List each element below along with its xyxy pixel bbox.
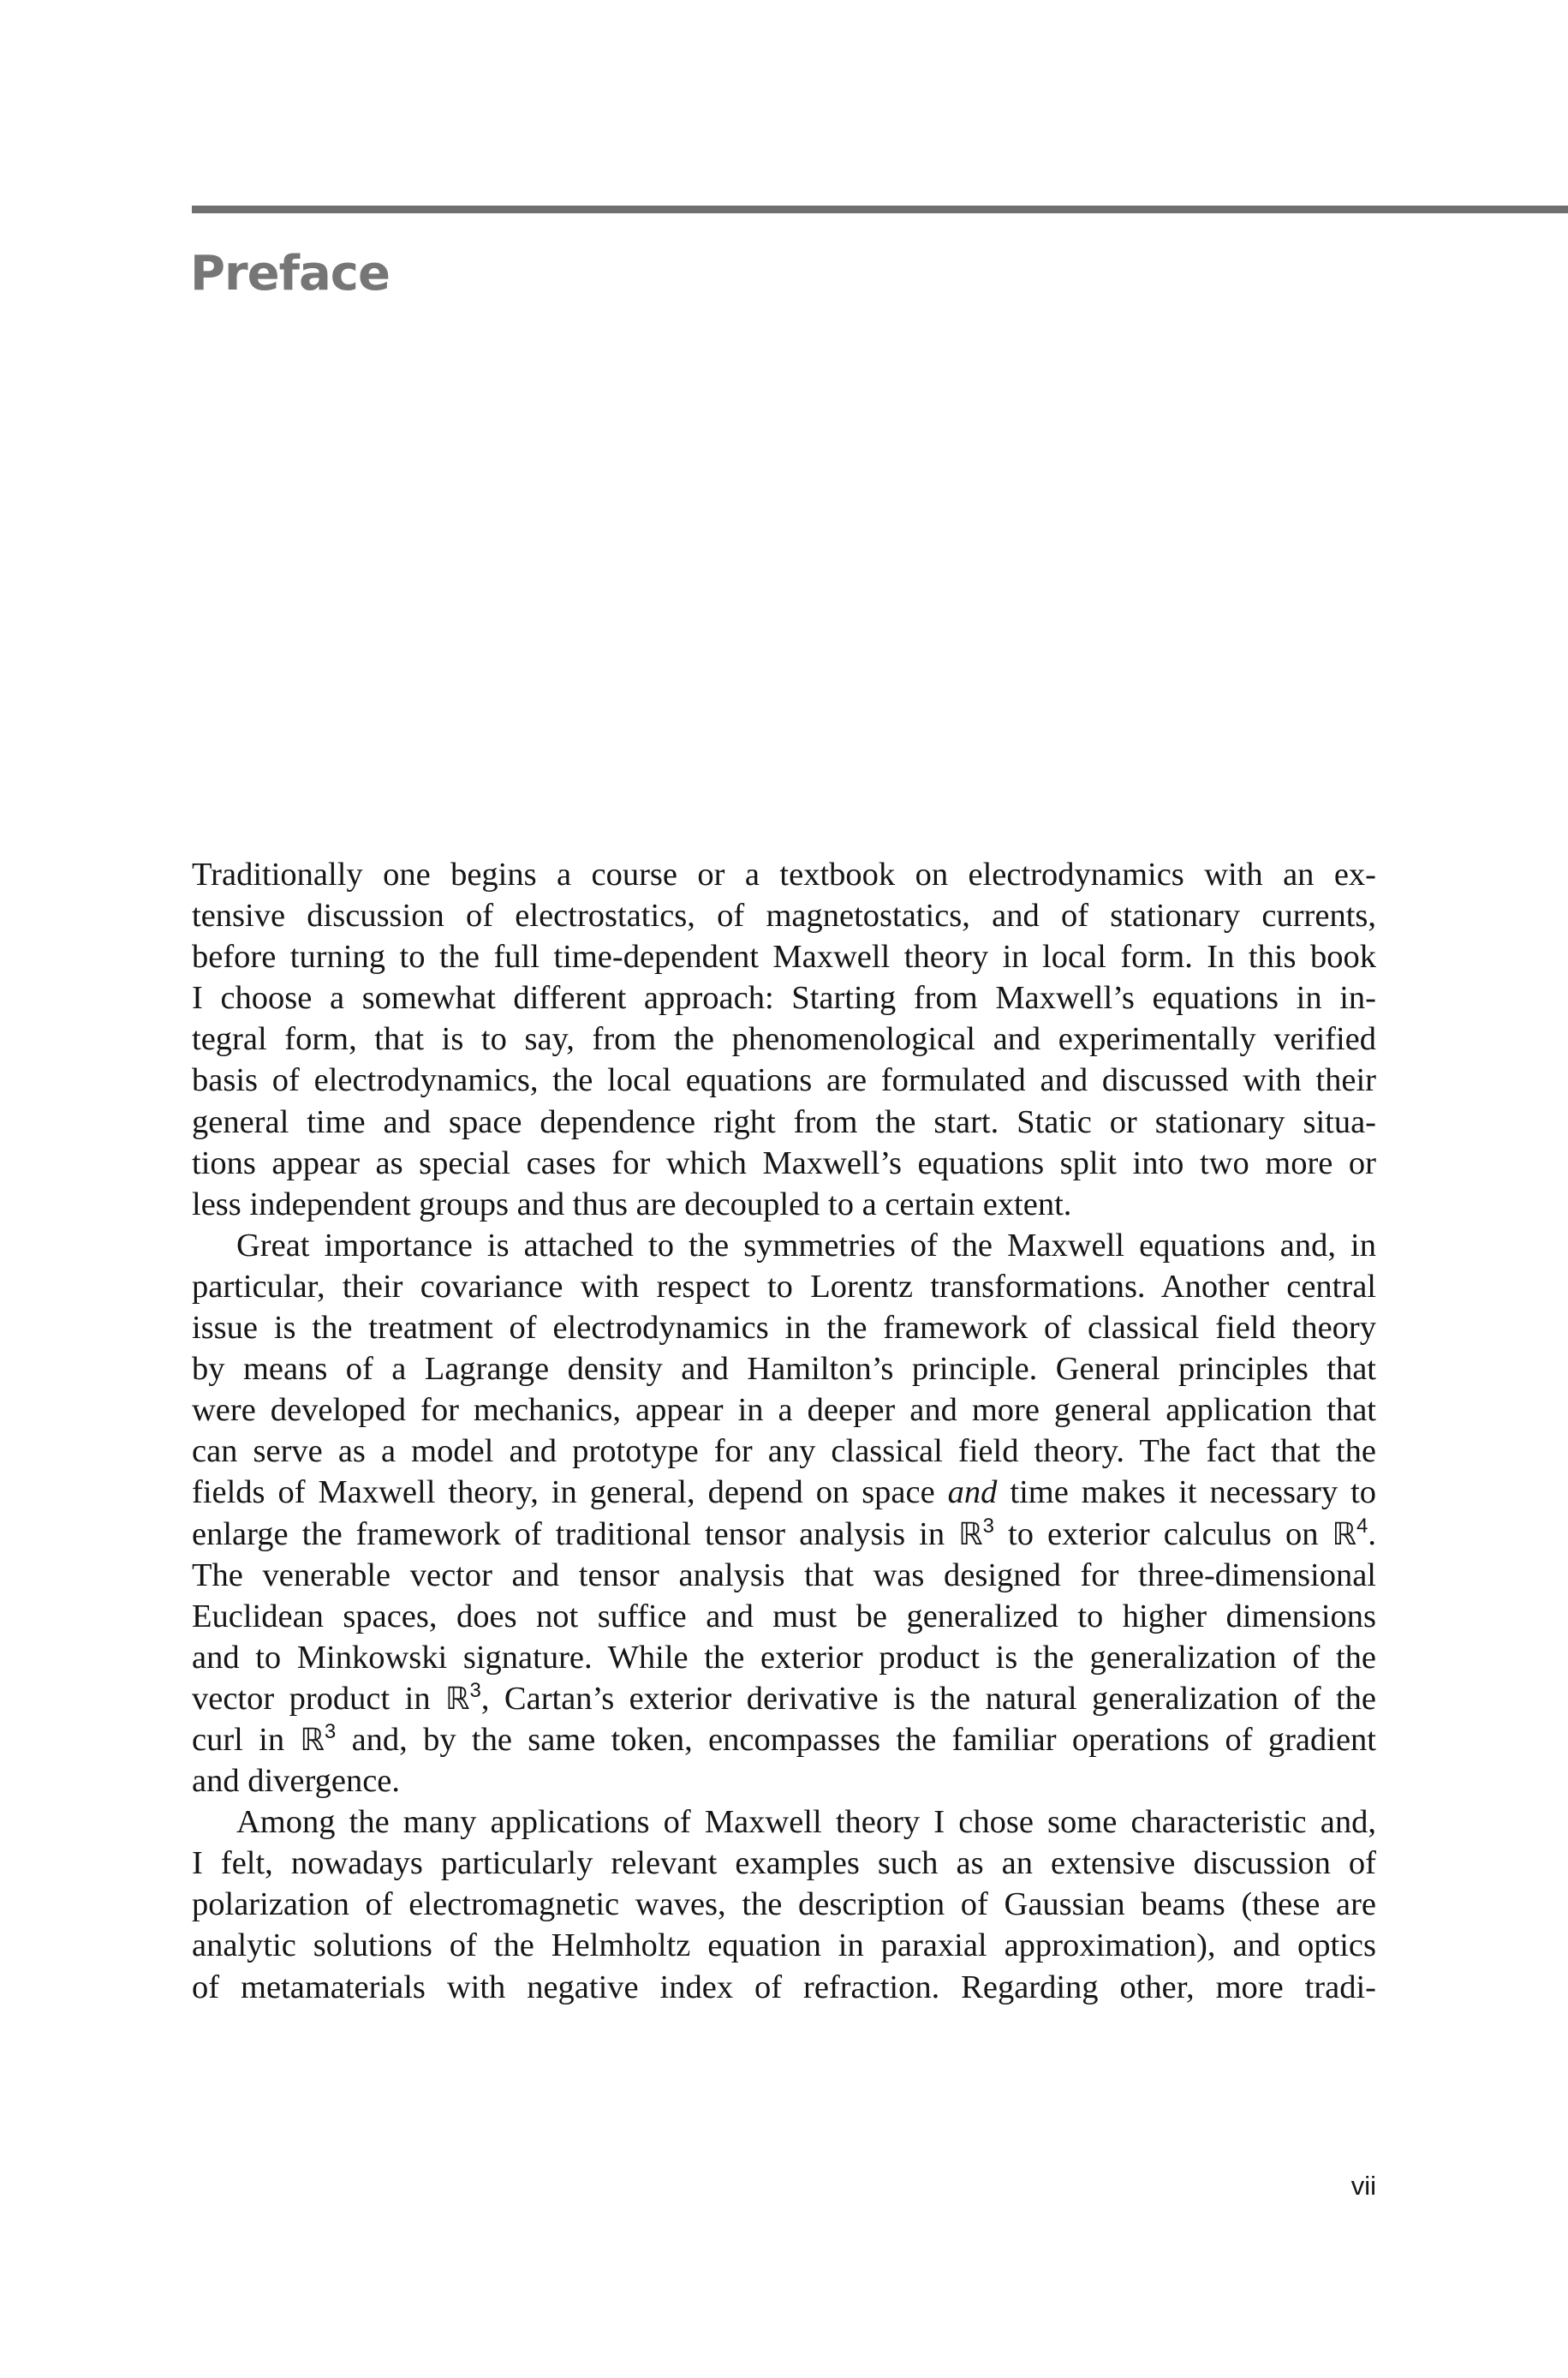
text-line: tions appear as special cases for which Maxwell’s equations split into two more or — [192, 1144, 1376, 1181]
text-segment: and, by the same token, encompasses the familiar operations of gradient — [336, 1721, 1377, 1758]
text-segment: enlarge the framework of traditional tensor analysis in — [192, 1515, 959, 1552]
page-number: vii — [1350, 2171, 1376, 2201]
text-line: general time and space dependence right from the start. Static or stationary situa- — [192, 1103, 1376, 1140]
text-line: and to Minkowski signature. While the exterior product is the generalization of the — [192, 1639, 1376, 1676]
text-line: particular, their covariance with respect to Lorentz transformations. Another central — [192, 1268, 1376, 1305]
text-line-math — [192, 1678, 1376, 1719]
text-line: Great importance is attached to the symmetries of the Maxwell equations and, in — [236, 1227, 1376, 1264]
text-line: polarization of electromagnetic waves, the description of Gaussian beams (these are — [192, 1886, 1376, 1923]
text-line: Traditionally one begins a course or a textbook on electrodynamics with an ex- — [192, 857, 1376, 893]
math-r: ℝ — [958, 1516, 983, 1552]
math-exponent: 3 — [324, 1719, 337, 1743]
text-line: tensive discussion of electrostatics, of magnetostatics, and of stationary currents, — [192, 898, 1376, 935]
body-text — [192, 854, 1376, 2008]
text-segment: curl in — [192, 1721, 301, 1758]
text-segment: . — [1368, 1515, 1376, 1552]
text-segment: fields of Maxwell theory, in general, depend on space — [192, 1474, 948, 1511]
page-title: Preface — [190, 246, 390, 302]
text-line: less independent groups and thus are decoupled to a certain extent. — [192, 1186, 1072, 1222]
text-segment: time makes it necessary to — [997, 1474, 1377, 1511]
math-r: ℝ — [445, 1681, 470, 1717]
math-r: ℝ — [1332, 1516, 1356, 1552]
text-line-emphasis — [192, 1472, 1376, 1513]
math-exponent: 4 — [1356, 1514, 1368, 1538]
text-line: The venerable vector and tensor analysis that was designed for three-dimensional — [192, 1556, 1376, 1593]
math-exponent: 3 — [469, 1678, 481, 1702]
text-line: basis of electrodynamics, the local equations are formulated and discussed with their — [192, 1062, 1376, 1099]
text-line: I felt, nowadays particularly relevant examples such as an extensive discussion of — [192, 1845, 1376, 1882]
emphasis: and — [947, 1474, 998, 1511]
text-line: and divergence. — [192, 1763, 401, 1800]
text-segment: vector product in — [192, 1680, 446, 1717]
text-line: analytic solutions of the Helmholtz equation in paraxial approximation), and optics — [192, 1927, 1376, 1964]
text-segment: to exterior calculus on — [994, 1515, 1333, 1552]
text-line: can serve as a model and prototype for any classical field theory. The fact that the — [192, 1433, 1376, 1470]
text-line: were developed for mechanics, appear in a deeper and more general application that — [192, 1392, 1376, 1429]
math-exponent: 3 — [982, 1514, 995, 1538]
text-line: issue is the treatment of electrodynamics in the framework of classical field theory — [192, 1310, 1376, 1347]
text-segment: , Cartan’s exterior derivative is the natural generalization of the — [480, 1680, 1376, 1717]
text-line-math — [192, 1514, 1376, 1555]
text-line: before turning to the full time-dependent Maxwell theory in local form. In this book — [192, 939, 1376, 976]
header-rule — [192, 206, 1568, 213]
text-line: tegral form, that is to say, from the phenomenological and experimentally verified — [192, 1021, 1376, 1058]
text-line: Euclidean spaces, does not suffice and must be generalized to higher dimensions — [192, 1598, 1376, 1634]
text-line: of metamaterials with negative index of refraction. Regarding other, more tradi- — [192, 1969, 1376, 2005]
text-line: by means of a Lagrange density and Hamilton’s principle. General principles that — [192, 1351, 1376, 1388]
text-line: Among the many applications of Maxwell theory I chose some characteristic and, — [236, 1804, 1376, 1841]
math-r: ℝ — [300, 1722, 325, 1758]
text-line: I choose a somewhat different approach: Starting from Maxwell’s equations in in- — [192, 980, 1376, 1017]
text-line-math — [192, 1719, 1376, 1760]
